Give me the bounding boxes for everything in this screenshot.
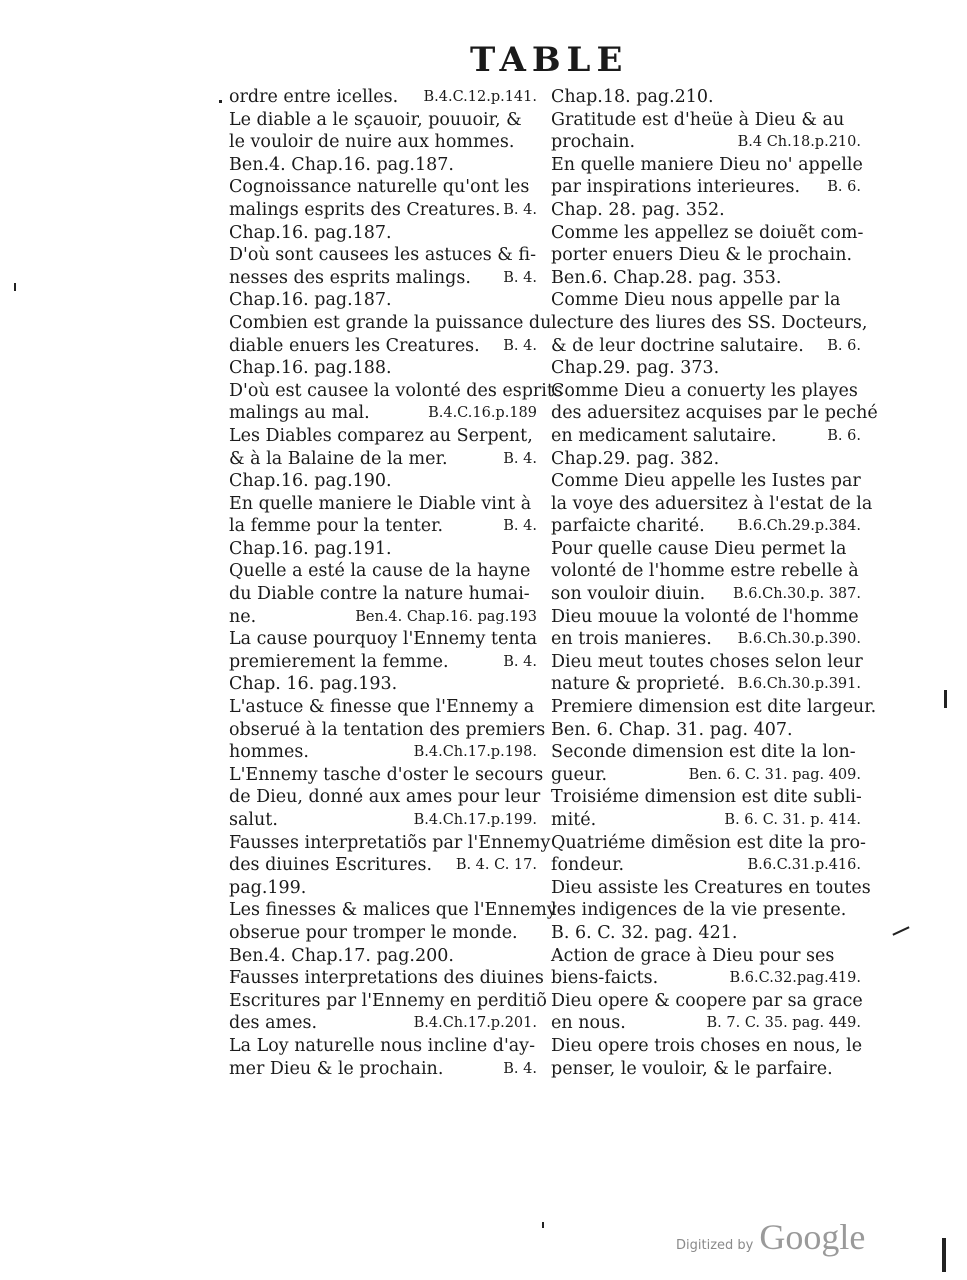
index-line bbox=[551, 109, 861, 132]
index-entry-reference: B.4.Ch.17.p.201. bbox=[413, 1015, 537, 1032]
index-line bbox=[229, 131, 537, 154]
index-entry-text: ne. bbox=[229, 606, 257, 627]
index-line bbox=[229, 651, 537, 674]
index-line bbox=[229, 922, 537, 945]
index-line bbox=[229, 673, 537, 696]
index-line bbox=[229, 764, 544, 787]
index-line bbox=[551, 922, 861, 945]
index-entry-text: Dieu opere trois choses en nous, le bbox=[551, 1035, 863, 1056]
index-line bbox=[229, 448, 537, 471]
index-entry-text: malings au mal. bbox=[229, 403, 370, 424]
index-entry-reference: B. 4. bbox=[503, 337, 537, 354]
index-entry-text: La Loy naturelle nous incline d'ay- bbox=[229, 1035, 535, 1056]
index-entry-text: Premiere dimension est dite largeur. bbox=[551, 697, 877, 718]
index-entry-text: de Dieu, donné aux ames pour leur bbox=[229, 787, 541, 808]
index-entry-text: malings esprits des Creatures. bbox=[229, 199, 501, 220]
index-entry-reference: B. 6. bbox=[827, 337, 861, 354]
index-entry-text: Pour quelle cause Dieu permet la bbox=[551, 538, 847, 559]
index-entry-text: Comme Dieu a conuerty les playes bbox=[551, 380, 858, 401]
index-line bbox=[551, 945, 861, 968]
index-entry-text: Quelle a esté la cause de la hayne bbox=[229, 561, 531, 582]
index-line bbox=[551, 538, 861, 561]
index-entry-text: L'Ennemy tasche d'oster le secours bbox=[229, 764, 544, 785]
index-line bbox=[229, 335, 537, 358]
index-entry-reference: B. 4. bbox=[503, 450, 537, 467]
index-entry-reference: B.6.Ch.29.p.384. bbox=[737, 518, 861, 535]
index-entry-text: Chap.16. pag.187. bbox=[229, 222, 392, 243]
index-entry-text: Dieu assiste les Creatures en toutes bbox=[551, 877, 871, 898]
index-entry-text: Comme Dieu appelle les Iustes par bbox=[551, 471, 861, 492]
index-entry-text: mer Dieu & le prochain. bbox=[229, 1058, 444, 1079]
index-line bbox=[551, 899, 861, 922]
index-entry-text: Ben.6. Chap.28. pag. 353. bbox=[551, 267, 782, 288]
index-line bbox=[229, 425, 537, 448]
index-entry-text: porter enuers Dieu & le prochain. bbox=[551, 245, 853, 266]
index-entry-reference: B.6.Ch.30.p.390. bbox=[737, 631, 861, 648]
index-line bbox=[551, 380, 861, 403]
index-entry-text: hommes. bbox=[229, 742, 309, 763]
index-entry-text: Les Diables comparez au Serpent, bbox=[229, 425, 533, 446]
index-entry-text: B. 6. C. 32. pag. 421. bbox=[551, 922, 738, 943]
index-entry-text: Chap.18. pag.210. bbox=[551, 87, 714, 107]
index-entry-text: mité. bbox=[551, 810, 597, 830]
index-line bbox=[551, 764, 861, 787]
index-line bbox=[551, 493, 873, 516]
index-entry-text: Comme Dieu nous appelle par la bbox=[551, 290, 841, 311]
index-line bbox=[551, 289, 861, 312]
index-line bbox=[551, 651, 861, 674]
index-entry-text: En quelle maniere le Diable vint à bbox=[229, 493, 532, 514]
index-entry-reference: B. 4. C. 17. bbox=[455, 857, 537, 874]
index-line bbox=[229, 1035, 537, 1058]
index-entry-reference: B.4.C.12.p.141. bbox=[423, 89, 537, 105]
index-entry-text: Fausses interpretatiõs par l'Ennemy bbox=[229, 832, 551, 853]
index-line bbox=[229, 1012, 537, 1035]
index-line bbox=[551, 448, 861, 471]
index-entry-text: son vouloir diuin. bbox=[551, 584, 706, 605]
index-entry-text: salut. bbox=[229, 810, 278, 830]
index-entry-reference: B.4.Ch.17.p.198. bbox=[413, 744, 537, 761]
index-line bbox=[229, 109, 537, 132]
index-entry-text: L'astuce & finesse que l'Ennemy a bbox=[229, 697, 535, 718]
index-line bbox=[551, 154, 861, 177]
index-entry-text: Chap. 16. pag.193. bbox=[229, 674, 398, 695]
index-entry-text: Chap.16. pag.191. bbox=[229, 538, 392, 559]
index-line bbox=[551, 131, 861, 154]
index-entry-reference: Ben.4. Chap.16. pag.193 bbox=[355, 608, 537, 625]
index-line bbox=[551, 1035, 861, 1058]
index-line bbox=[229, 854, 537, 877]
index-entry-text: Ben. 6. Chap. 31. pag. 407. bbox=[551, 719, 793, 740]
index-entry-text: Chap.16. pag.188. bbox=[229, 358, 392, 379]
google-logo: Google bbox=[759, 1217, 866, 1257]
index-line bbox=[551, 696, 877, 719]
index-entry-text: gueur. bbox=[551, 764, 608, 785]
index-entry-reference: B. 4. bbox=[503, 518, 537, 535]
index-entry-text: D'où est causee la volonté des esprits bbox=[229, 380, 563, 401]
index-entry-reference: B. 6. bbox=[827, 427, 861, 444]
index-line bbox=[229, 538, 537, 561]
index-line bbox=[551, 402, 878, 425]
index-line bbox=[229, 222, 537, 245]
scan-speck bbox=[542, 1222, 544, 1228]
index-line bbox=[551, 583, 861, 606]
index-entry-reference: B.6.C.31.p.416. bbox=[747, 857, 861, 874]
index-line bbox=[551, 854, 861, 877]
index-line bbox=[229, 380, 563, 403]
index-entry-reference: B. 6. bbox=[827, 179, 861, 196]
index-entry-text: en medicament salutaire. bbox=[551, 425, 777, 446]
index-entry-text: Dieu meut toutes choses selon leur bbox=[551, 651, 863, 672]
index-entry-text: prochain. bbox=[551, 132, 636, 153]
index-entry-text: la femme pour la tenter. bbox=[229, 516, 444, 537]
index-column-left bbox=[229, 86, 563, 1080]
index-line bbox=[551, 357, 861, 380]
index-line bbox=[551, 425, 861, 448]
index-entry-text: Gratitude est d'heüe à Dieu & au bbox=[551, 109, 845, 130]
index-line bbox=[551, 560, 861, 583]
scan-speck bbox=[892, 926, 909, 935]
index-line bbox=[229, 176, 537, 199]
index-entry-text: Dieu mouue la volonté de l'homme bbox=[551, 606, 859, 627]
index-entry-text: Chap. 28. pag. 352. bbox=[551, 199, 725, 220]
index-entry-text: Seconde dimension est dite la lon- bbox=[551, 742, 856, 763]
index-line bbox=[229, 741, 537, 764]
digitization-watermark bbox=[676, 1216, 865, 1258]
index-line bbox=[229, 832, 551, 855]
index-entry-text: du Diable contre la nature humai- bbox=[229, 584, 530, 605]
index-line bbox=[551, 199, 861, 222]
index-entry-text: la voye des aduersitez à l'estat de la bbox=[551, 493, 873, 514]
index-entry-text: Fausses interpretations des diuines bbox=[229, 968, 544, 989]
index-entry-text: des diuines Escritures. bbox=[229, 855, 433, 876]
index-entry-text: Chap.29. pag. 382. bbox=[551, 448, 720, 469]
index-entry-text: penser, le vouloir, & le parfaire. bbox=[551, 1058, 833, 1079]
index-line bbox=[551, 335, 861, 358]
index-entry-text: Cognoissance naturelle qu'ont les bbox=[229, 177, 530, 198]
index-entry-text: obserue pour tromper le monde. bbox=[229, 922, 518, 943]
index-entry-text: Dieu opere & coopere par sa grace bbox=[551, 990, 863, 1011]
index-line bbox=[551, 741, 861, 764]
index-line bbox=[551, 967, 861, 990]
index-entry-text: en trois manieres. bbox=[551, 629, 712, 650]
index-line bbox=[229, 628, 537, 651]
index-entry-text: par inspirations interieures. bbox=[551, 177, 801, 198]
index-entry-reference: B.6.Ch.30.p.391. bbox=[737, 676, 861, 693]
index-entry-reference: B. 4. bbox=[503, 201, 537, 218]
index-entry-reference: B.6.Ch.30.p. 387. bbox=[733, 586, 861, 603]
index-entry-text: & à la Balaine de la mer. bbox=[229, 448, 448, 469]
index-entry-text: Ben.4. Chap.16. pag.187. bbox=[229, 154, 454, 175]
scan-speck bbox=[944, 690, 947, 708]
index-entry-text: Escritures par l'Ennemy en perditiõ bbox=[229, 990, 547, 1011]
index-line bbox=[551, 312, 868, 335]
index-entry-text: Les finesses & malices que l'Ennemy bbox=[229, 900, 557, 921]
index-line bbox=[229, 583, 537, 606]
index-line bbox=[551, 786, 861, 809]
index-entry-reference: B. 4. bbox=[503, 1060, 537, 1077]
index-entry-text: les indigences de la vie presente. bbox=[551, 900, 847, 921]
index-entry-text: Chap.16. pag.190. bbox=[229, 471, 392, 492]
index-entry-text: volonté de l'homme estre rebelle à bbox=[551, 561, 859, 582]
index-line bbox=[551, 267, 861, 290]
index-entry-text: Quatriéme dimẽsion est dite la pro- bbox=[551, 832, 866, 853]
index-entry-text: fondeur. bbox=[551, 855, 625, 876]
scan-speck bbox=[219, 100, 222, 103]
index-entry-text: Action de grace à Dieu pour ses bbox=[551, 945, 835, 966]
index-line bbox=[551, 86, 861, 109]
scan-speck bbox=[942, 1238, 946, 1272]
index-entry-text: nesses des esprits malings. bbox=[229, 267, 471, 288]
index-entry-reference: B. 4. bbox=[503, 653, 537, 670]
index-line bbox=[229, 312, 552, 335]
index-entry-reference: B.4.C.16.p.189 bbox=[428, 405, 537, 422]
index-entry-reference: B. 7. C. 35. pag. 449. bbox=[706, 1015, 861, 1032]
index-line bbox=[551, 673, 861, 696]
index-entry-text: premierement la femme. bbox=[229, 651, 449, 672]
index-line bbox=[551, 832, 866, 855]
index-line bbox=[229, 945, 537, 968]
index-entry-text: obserué à la tentation des premiers bbox=[229, 719, 546, 740]
index-line bbox=[229, 493, 537, 516]
index-line bbox=[229, 1058, 537, 1081]
index-entry-text: en nous. bbox=[551, 1013, 626, 1034]
index-line bbox=[229, 719, 546, 742]
index-entry-text: nature & proprieté. bbox=[551, 674, 726, 695]
index-line bbox=[551, 244, 861, 267]
index-line bbox=[229, 696, 537, 719]
index-line bbox=[229, 967, 544, 990]
index-entry-text: Troisiéme dimension est dite subli- bbox=[551, 787, 862, 808]
index-entry-reference: B.4.Ch.17.p.199. bbox=[413, 812, 537, 828]
index-entry-text: & de leur doctrine salutaire. bbox=[551, 335, 804, 356]
index-line bbox=[551, 222, 864, 245]
index-entry-text: La cause pourquoy l'Ennemy tenta bbox=[229, 629, 538, 650]
index-line bbox=[551, 1012, 861, 1035]
index-entry-text: Le diable a le sçauoir, pouuoir, & bbox=[229, 109, 522, 130]
index-line bbox=[229, 244, 537, 267]
index-line bbox=[229, 402, 537, 425]
index-line bbox=[551, 470, 861, 493]
index-line bbox=[229, 289, 537, 312]
index-line bbox=[229, 154, 537, 177]
scan-speck bbox=[14, 283, 16, 291]
index-entry-text: En quelle maniere Dieu no' appelle bbox=[551, 154, 863, 175]
index-entry-text: diable enuers les Creatures. bbox=[229, 335, 480, 356]
index-line bbox=[229, 877, 537, 900]
index-line bbox=[229, 267, 537, 290]
index-line bbox=[551, 809, 861, 832]
index-line bbox=[229, 786, 541, 809]
index-entry-text: pag.199. bbox=[229, 877, 307, 898]
index-line bbox=[551, 990, 861, 1013]
index-line bbox=[229, 560, 537, 583]
index-entry-text: Ben.4. Chap.17. pag.200. bbox=[229, 945, 454, 966]
index-entry-text: Chap.29. pag. 373. bbox=[551, 358, 720, 379]
index-line bbox=[551, 877, 871, 900]
index-entry-text: le vouloir de nuire aux hommes. bbox=[229, 132, 515, 153]
index-entry-text: ordre entre icelles. bbox=[229, 87, 399, 107]
index-line bbox=[229, 606, 537, 629]
index-entry-text: Chap.16. pag.187. bbox=[229, 290, 392, 311]
index-column-right bbox=[551, 86, 878, 1080]
index-entry-reference: B.4 Ch.18.p.210. bbox=[737, 134, 861, 151]
index-entry-text: biens-faicts. bbox=[551, 968, 659, 989]
index-line bbox=[551, 719, 861, 742]
index-line bbox=[551, 628, 861, 651]
index-entry-reference: Ben. 6. C. 31. pag. 409. bbox=[688, 766, 861, 783]
index-line bbox=[551, 176, 861, 199]
index-entry-text: Combien est grande la puissance du bbox=[229, 312, 552, 333]
index-line bbox=[229, 990, 547, 1013]
index-line bbox=[551, 515, 861, 538]
index-line bbox=[229, 199, 537, 222]
index-entry-text: des ames. bbox=[229, 1013, 318, 1034]
index-line bbox=[229, 357, 537, 380]
index-entry-text: parfaicte charité. bbox=[551, 516, 705, 537]
index-line bbox=[229, 899, 557, 922]
index-entry-reference: B.6.C.32.pag.419. bbox=[729, 970, 861, 987]
index-line bbox=[551, 606, 861, 629]
index-entry-reference: B. 4. bbox=[503, 269, 537, 286]
index-entry-text: des aduersitez acquises par le peché bbox=[551, 403, 878, 424]
index-line bbox=[229, 470, 537, 493]
index-line bbox=[551, 1058, 861, 1081]
page-title: TABLE bbox=[470, 40, 629, 80]
index-entry-reference: B. 6. C. 31. p. 414. bbox=[724, 812, 861, 828]
index-line bbox=[229, 86, 537, 109]
index-entry-text: Comme les appellez se doiuẽt com- bbox=[551, 222, 864, 243]
watermark-prefix: Digitized by bbox=[676, 1238, 754, 1253]
index-line bbox=[229, 515, 537, 538]
index-line bbox=[229, 809, 537, 832]
index-entry-text: lecture des liures des SS. Docteurs, bbox=[551, 312, 868, 333]
index-entry-text: D'où sont causees les astuces & fi- bbox=[229, 245, 536, 266]
